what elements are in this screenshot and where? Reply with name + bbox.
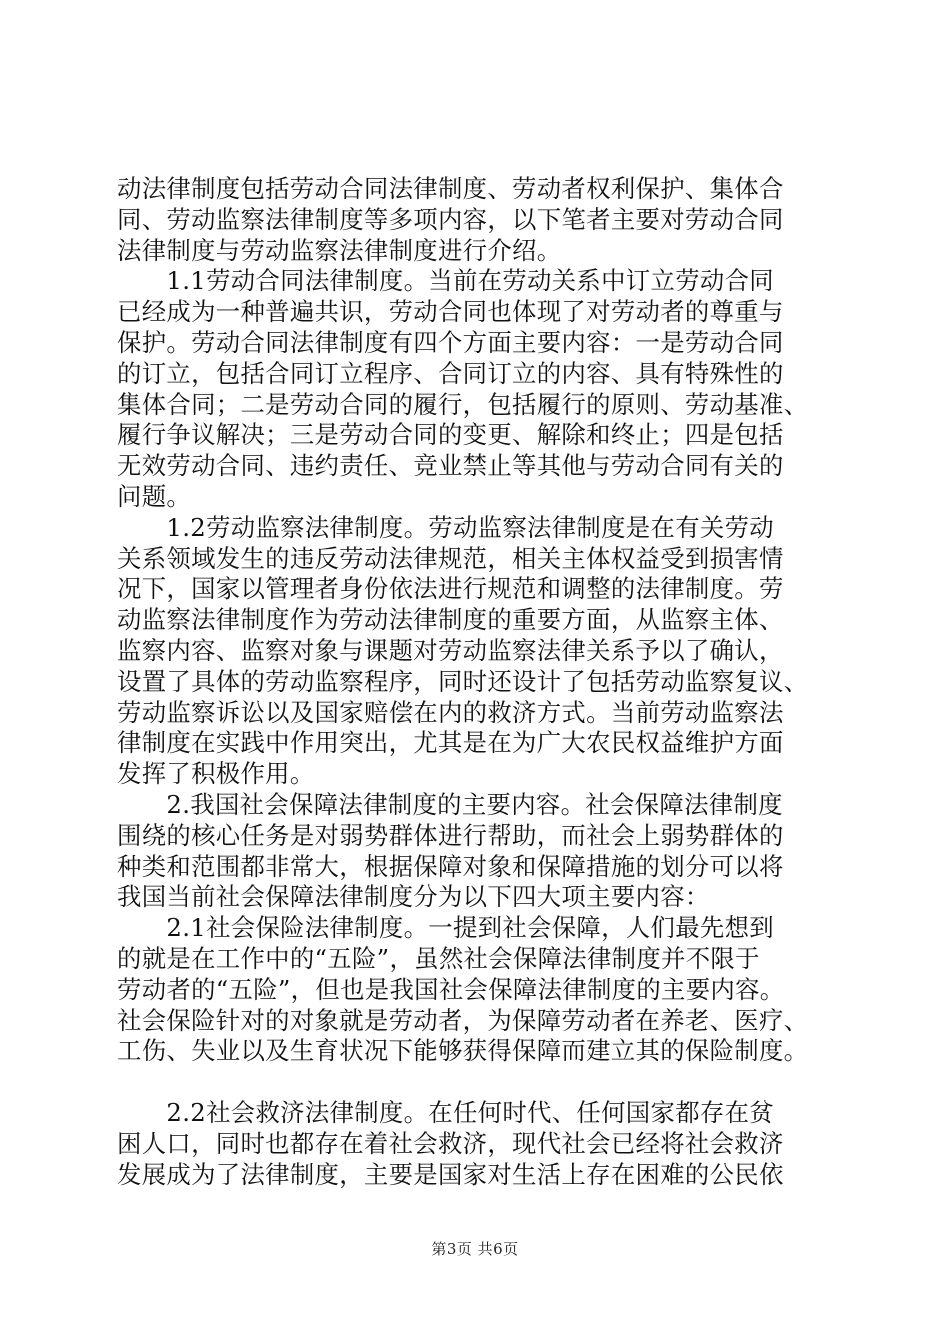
text-line: 的就是在工作中的“五险”，虽然社会保障法律制度并不限于 — [117, 943, 760, 973]
text-line: 况下，国家以管理者身份依法进行规范和调整的法律制度。劳 — [117, 574, 784, 604]
text-line: 保护。劳动合同法律制度有四个方面主要内容：一是劳动合同 — [117, 327, 784, 357]
text-line: 发展成为了法律制度，主要是国家对生活上存在困难的公民依 — [117, 1159, 784, 1189]
text-line: 劳动者的“五险”，但也是我国社会保障法律制度的主要内容。 — [117, 974, 785, 1004]
text-line: 关系领域发生的违反劳动法律规范，相关主体权益受到损害情 — [117, 543, 784, 573]
text-line: 同、劳动监察法律制度等多项内容，以下笔者主要对劳动合同 — [117, 204, 784, 234]
text-line: 1.1劳动合同法律制度。当前在劳动关系中订立劳动合同 — [117, 266, 774, 296]
text-line: 已经成为一种普遍共识，劳动合同也体现了对劳动者的尊重与 — [117, 297, 784, 327]
text-line: 问题。 — [117, 481, 192, 511]
text-line: 律制度在实践中作用突出，尤其是在为广大农民权益维护方面 — [117, 728, 784, 758]
text-line: 困人口，同时也都存在着社会救济，现代社会已经将社会救济 — [117, 1128, 784, 1158]
text-line: 动监察法律制度作为劳动法律制度的重要方面，从监察主体、 — [117, 605, 784, 635]
text-line: 2.我国社会保障法律制度的主要内容。社会保障法律制度 — [117, 789, 783, 819]
text-line: 设置了具体的劳动监察程序，同时还设计了包括劳动监察复议、 — [117, 666, 809, 696]
text-line: 2.2社会救济法律制度。在任何时代、任何国家都存在贫 — [117, 1097, 774, 1127]
text-line: 发挥了积极作用。 — [117, 759, 315, 789]
text-line: 动法律制度包括劳动合同法律制度、劳动者权利保护、集体合 — [117, 174, 784, 203]
text-line: 的订立，包括合同订立程序、合同订立的内容、具有特殊性的 — [117, 358, 784, 388]
text-line: 履行争议解决；三是劳动合同的变更、解除和终止；四是包括 — [117, 420, 784, 450]
text-line: 我国当前社会保障法律制度分为以下四大项主要内容： — [117, 882, 710, 912]
text-line: 种类和范围都非常大，根据保障对象和保障措施的划分可以将 — [117, 851, 784, 881]
text-line: 法律制度与劳动监察法律制度进行介绍。 — [117, 235, 562, 265]
text-line: 集体合同；二是劳动合同的履行，包括履行的原则、劳动基准、 — [117, 389, 809, 419]
text-line: 1.2劳动监察法律制度。劳动监察法律制度是在有关劳动 — [117, 512, 774, 542]
page-footer: 第3页 共6页 — [431, 1240, 519, 1258]
text-line: 无效劳动合同、违约责任、竞业禁止等其他与劳动合同有关的 — [117, 451, 784, 481]
text-line: 劳动监察诉讼以及国家赔偿在内的救济方式。当前劳动监察法 — [117, 697, 784, 727]
text-line: 工伤、失业以及生育状况下能够获得保障而建立其的保险制度。 — [117, 1036, 809, 1066]
document-body — [117, 174, 837, 1190]
text-line: 社会保险针对的对象就是劳动者，为保障劳动者在养老、医疗、 — [117, 1005, 809, 1035]
text-line: 围绕的核心任务是对弱势群体进行帮助，而社会上弱势群体的 — [117, 820, 784, 850]
text-line: 监察内容、监察对象与课题对劳动监察法律关系予以了确认， — [117, 635, 784, 665]
blank-line — [117, 1067, 837, 1098]
text-line: 2.1社会保险法律制度。一提到社会保障，人们最先想到 — [117, 913, 774, 943]
